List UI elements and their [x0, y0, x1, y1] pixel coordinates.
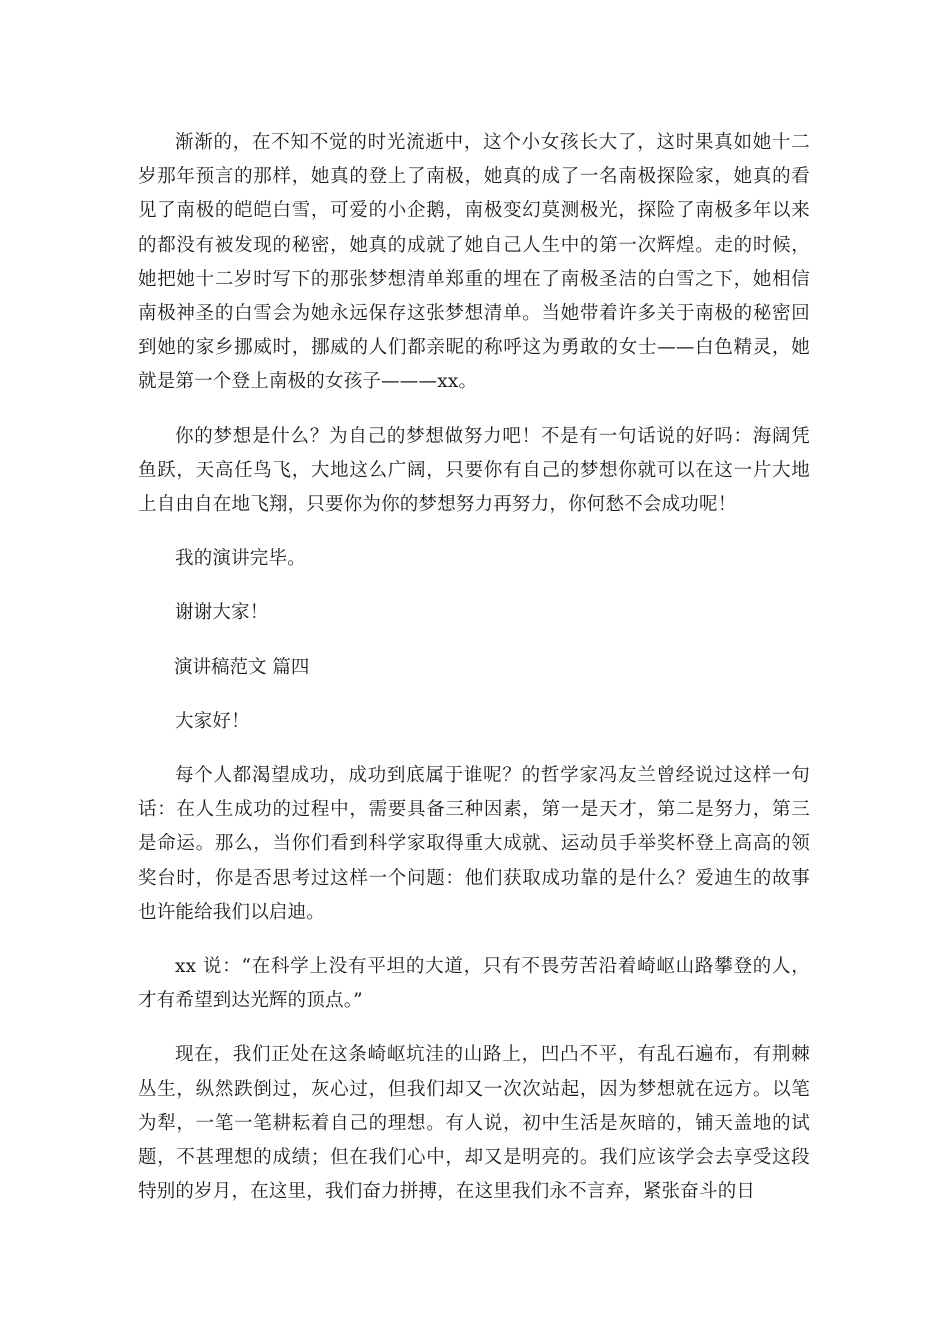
- paragraph-speech-end: 我的演讲完毕。: [175, 548, 306, 570]
- paragraph-success: 每个人都渴望成功，成功到底属于谁呢？的哲学家冯友兰曾经说过这样一句话：在人生成功的过程中，需要具备三种因素，第一是天才，第二是努力，第三是命运。那么，当你们看到科学家取得重大成就、运动员手举奖杯登上高高的领奖台时，你是否思考过这样一个问题：他们获取成功靠的是什么？爱迪生的故事也许能给我们以启迪。: [138, 765, 810, 923]
- document-page: [138, 126, 810, 1209]
- paragraph-mountain-road: 现在，我们正处在这条崎岖坑洼的山路上，凹凸不平，有乱石遍布，有荆棘丛生，纵然跌倒过，灰心过，但我们却又一次次站起，因为梦想就在远方。以笔为犁，一笔一笔耕耘着自己的理想。有人说，初中生活是灰暗的，铺天盖地的试题，不甚理想的成绩；但在我们心中，却又是明亮的。我们应该学会去享受这段特别的岁月，在这里，我们奋力拼搏，在这里我们永不言弃，紧张奋斗的日: [138, 1044, 810, 1203]
- paragraph-your-dream: 你的梦想是什么？为自己的梦想做努力吧！不是有一句话说的好吗：海阔凭鱼跃，天高任鸟飞，大地这么广阔，只要你有自己的梦想你就可以在这一片大地上自由自在地飞翔，只要你为你的梦想努力再努力，你何愁不会成功呢！: [138, 425, 810, 516]
- section-heading: 演讲稿范文 篇四: [174, 656, 310, 678]
- paragraph-greeting: 大家好！: [175, 710, 250, 732]
- paragraph-antarctic-story: 渐渐的，在不知不觉的时光流逝中，这个小女孩长大了，这时果真如她十二岁那年预言的那样，她真的登上了南极，她真的成了一名南极探险家，她真的看见了南极的皑皑白雪，可爱的小企鹅，南极变幻莫测极光，探险了南极多年以来的都没有被发现的秘密，她真的成就了她自己人生中的第一次辉煌。走的时候，她把她十二岁时写下的那张梦想清单郑重的埋在了南极圣洁的白雪之下，她相信南极神圣的白雪会为她永远保存这张梦想清单。当她带着许多关于南极的秘密回到她的家乡挪威时，挪威的人们都亲昵的称呼这为勇敢的女士——白色精灵，她就是第一个登上南极的女孩子———xx。: [138, 132, 810, 393]
- paragraph-quote: xx 说：“在科学上没有平坦的大道，只有不畏劳苦沿着崎岖山路攀登的人，才有希望到达光辉的顶点。”: [138, 956, 810, 1012]
- paragraph-thanks: 谢谢大家！: [175, 602, 269, 624]
